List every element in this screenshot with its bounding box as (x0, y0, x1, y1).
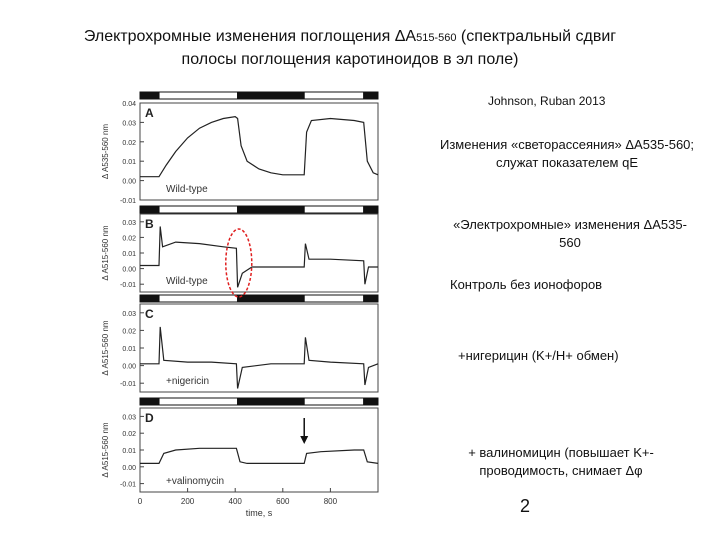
light-bar-segment (159, 92, 238, 99)
page-number: 2 (520, 496, 531, 516)
trace-line (140, 448, 378, 463)
title-line-1-start: Электрохромные изменения поглощения ΔA (83, 28, 417, 45)
light-bar-segment (238, 206, 305, 213)
y-tick-label: 0.01 (122, 159, 136, 167)
y-tick-label: 0.00 (122, 464, 136, 472)
light-bar-segment (140, 206, 159, 213)
light-bar-segment (304, 295, 364, 302)
y-tick-label: 0.01 (122, 346, 136, 353)
y-tick-label: 0.02 (122, 431, 136, 439)
trace-annotation: +nigericin (166, 376, 210, 387)
x-tick-label: 800 (323, 497, 338, 506)
x-tick-label: 0 (137, 497, 143, 506)
light-bar-segment (140, 295, 159, 302)
light-bar-segment (304, 206, 364, 213)
note-control: Контроль без ионофоров (450, 277, 603, 292)
y-tick-label: -0.01 (120, 381, 136, 389)
x-tick-label: 400 (228, 497, 242, 506)
light-bar-segment (304, 92, 364, 99)
light-bar-segment (140, 398, 159, 405)
light-bar-segment (238, 295, 305, 302)
x-tick-label: 200 (180, 497, 195, 506)
y-tick-label: 0.03 (122, 310, 136, 318)
light-bar-segment (364, 295, 378, 302)
reference-citation: Johnson, Ruban 2013 (488, 94, 606, 108)
trace-annotation: Wild-type (166, 184, 208, 195)
title-line-2: полосы поглощения каротиноидов в эл поле) (181, 51, 519, 68)
title-line-1-end: (спектральный сдвиг (456, 28, 617, 45)
y-tick-label: 0.03 (122, 219, 136, 227)
trace-annotation: +valinomycin (166, 476, 225, 487)
y-tick-label: -0.01 (120, 282, 136, 290)
light-bar-segment (159, 398, 238, 405)
title-subscript: 515-560 (416, 32, 457, 44)
y-tick-label: 0.00 (122, 266, 136, 274)
y-axis-label: Δ A515-560 nm (101, 422, 110, 478)
y-tick-label: -0.01 (120, 481, 136, 489)
y-tick-label: 0.03 (122, 120, 136, 128)
y-tick-label: 0.01 (122, 448, 136, 455)
y-axis-label: Δ A515-560 nm (101, 225, 110, 281)
panel-label: B (145, 217, 154, 231)
y-axis-label: Δ A515-560 nm (101, 320, 110, 376)
light-bar-segment (304, 398, 364, 405)
y-tick-label: 0.02 (122, 139, 136, 147)
y-tick-label: 0.02 (122, 328, 136, 336)
x-axis-label: time, s (245, 508, 273, 518)
note-valinomycin: + валиномицин (повышает K+-проводимость, снимает Δφ (468, 445, 654, 478)
y-tick-label: -0.01 (120, 198, 136, 205)
panel-label: D (145, 411, 154, 425)
note-nigericin: +нигерицин (K+/H+ обмен) (458, 348, 619, 363)
y-tick-label: 0.00 (122, 363, 136, 371)
y-axis-label: Δ A535-560 nm (101, 123, 110, 180)
light-bar-segment (140, 92, 159, 99)
light-bar-segment (238, 92, 305, 99)
note-electrochromic: «Электрохромные» изменения ΔA535-560 (453, 217, 687, 250)
note-light-scattering: Изменения «светорассеяния» ΔA535-560; служат показателем qE (439, 137, 695, 170)
highlight-ellipse (226, 229, 252, 297)
y-tick-label: 0.00 (122, 178, 136, 186)
light-bar-segment (364, 206, 378, 213)
y-tick-label: 0.02 (122, 235, 136, 243)
y-tick-label: 0.03 (122, 414, 136, 422)
light-bar-segment (159, 206, 238, 213)
trace-line (140, 117, 378, 177)
light-bar-segment (364, 92, 378, 99)
y-tick-label: 0.01 (122, 251, 136, 258)
light-bar-segment (159, 295, 238, 302)
panel-label: C (145, 307, 154, 321)
trace-annotation: Wild-type (166, 276, 208, 287)
panel-label: A (145, 106, 154, 120)
light-bar-segment (238, 398, 305, 405)
x-tick-label: 600 (276, 497, 290, 506)
light-bar-segment (364, 398, 378, 405)
y-tick-label: 0.04 (122, 101, 136, 108)
marker-arrow-head (300, 436, 308, 444)
